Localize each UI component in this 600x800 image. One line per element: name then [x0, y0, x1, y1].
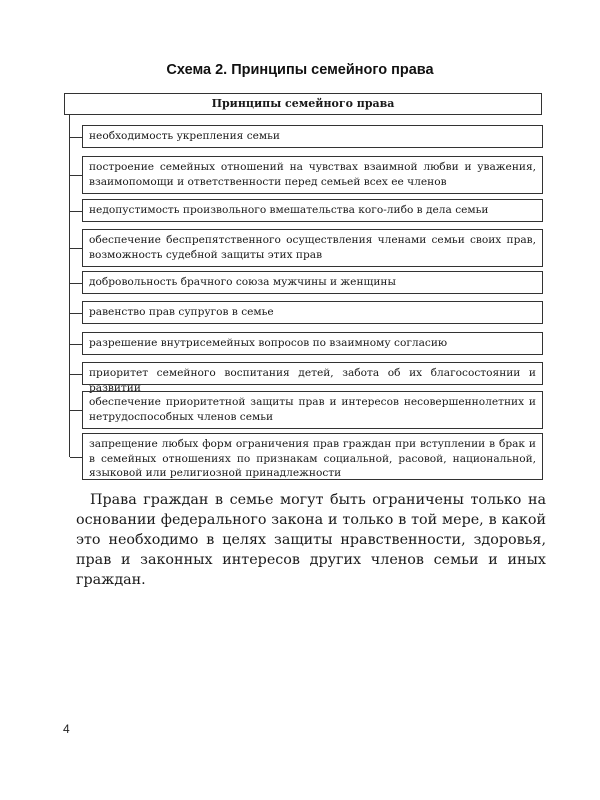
principle-item: [82, 125, 543, 148]
principle-text: построение семейных отношений на чувствах взаимной любви и уважения, взаимопомощи и ответственности перед семьей всех ее членов: [89, 161, 536, 188]
scheme-title: Схема 2. Принципы семейного права: [166, 62, 434, 78]
principle-text: обеспечение приоритетной защиты прав и интересов несовершеннолетних и нетрудоспособных членов семьи: [89, 396, 536, 423]
page-number: 4: [63, 722, 70, 736]
connector-trunk: [69, 115, 70, 457]
connector-tick: [70, 211, 83, 212]
principle-text: запрещение любых форм ограничения прав граждан при вступлении в брак и в семейных отношениях по признакам социальной, расовой, национальной, языковой или религиозной принадлежности: [89, 438, 536, 479]
principle-item: [82, 391, 543, 429]
principle-text: недопустимость произвольного вмешательства кого-либо в дела семьи: [89, 204, 489, 216]
connector-tick: [70, 457, 83, 458]
body-paragraph: Права граждан в семье могут быть ограничены только на основании федерального закона и только в той мере, в какой это необходимо в целях защиты нравственности, здоровья, прав и законных интересов других членов семьи и иных граждан.: [76, 492, 546, 588]
principle-text: равенство прав супругов в семье: [89, 306, 274, 318]
principle-item: [82, 301, 543, 324]
principle-item: [82, 362, 543, 394]
principle-text: разрешение внутрисемейных вопросов по взаимному согласию: [89, 337, 448, 349]
principle-item: [82, 229, 543, 267]
connector-tick: [70, 283, 83, 284]
principle-item: [82, 156, 543, 194]
diagram-header-box: Принципы семейного права: [64, 93, 542, 115]
connector-tick: [70, 248, 83, 249]
connector-tick: [70, 137, 83, 138]
connector-tick: [70, 410, 83, 411]
connector-tick: [70, 344, 83, 345]
principle-text: добровольность брачного союза мужчины и женщины: [89, 276, 396, 288]
connector-tick: [70, 175, 83, 176]
principle-item: [82, 433, 543, 480]
connector-tick: [70, 374, 83, 375]
connector-tick: [70, 313, 83, 314]
principle-item: [82, 271, 543, 294]
principle-item: [82, 199, 543, 222]
principle-text: обеспечение беспрепятственного осуществления членами семьи своих прав, возможность судебной защиты этих прав: [89, 234, 536, 261]
principle-text: приоритет семейного воспитания детей, забота об их благосостоянии и развитии: [89, 367, 536, 394]
principle-item: [82, 332, 543, 355]
principle-text: необходимость укрепления семьи: [89, 130, 280, 142]
